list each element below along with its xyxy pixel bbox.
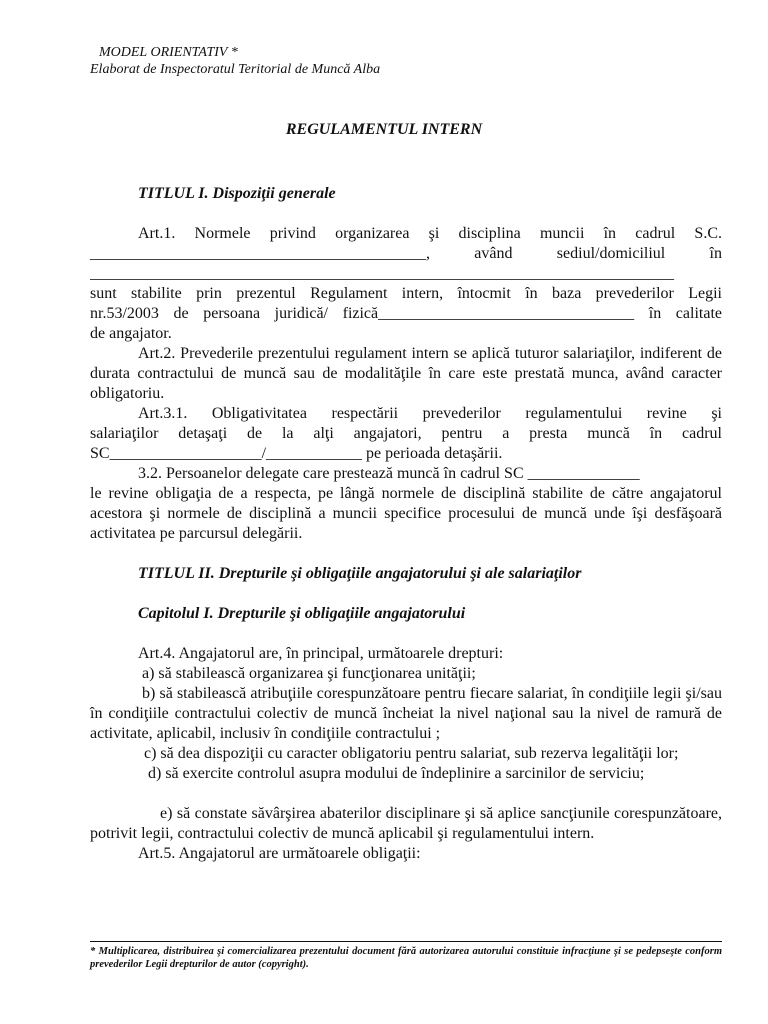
- document-title: REGULAMENTUL INTERN: [285, 121, 483, 138]
- art4-item-a: a) să stabilească organizarea şi funcţionarea unităţii;: [142, 665, 476, 682]
- art31-line: salariaţilor detaşaţi de la alţi angajatori, pentru a presta muncă în cadrul: [90, 425, 722, 442]
- art4-item-b: b) să stabilească atribuţiile corespunzătoare pentru fiecare salariat, în condiţiile legii şi/sau în condiţiile contractului colectiv de muncă încheiat la nivel naţional sau la nivel de ramură de activitate, aplicabil, inclusiv în condiţiile contractului ;: [90, 685, 722, 742]
- art4-intro: Art.4. Angajatorul are, în principal, următoarele drepturi:: [138, 645, 504, 662]
- art1-line: de angajator.: [90, 325, 172, 342]
- footnote-divider: [90, 941, 722, 942]
- art2-paragraph: Art.2. Prevederile prezentului regulament intern se aplică tuturor salariaţilor, indiferent de durata contractului de muncă sau de modalităţile în care este prestată munca, având caracter obligatoriu.: [90, 345, 722, 402]
- art4-item-c: c) să dea dispoziţii cu caracter obligatoriu pentru salariat, sub rezerva legalităţii lor;: [144, 745, 679, 762]
- art4-item-d: d) să exercite controlul asupra modului de îndeplinire a sarcinilor de serviciu;: [148, 765, 645, 782]
- art1-line: sunt stabilite prin prezentul Regulament intern, întocmit în baza prevederilor Legii: [90, 285, 722, 302]
- document-body: [90, 184, 722, 864]
- chapter-heading: Capitolul I. Drepturile şi obligaţiile angajatorului: [138, 605, 466, 622]
- document-header: [90, 44, 380, 78]
- model-label: MODEL ORIENTATIV *: [99, 45, 238, 60]
- section-heading-titlu-1: TITLUL I. Dispoziţii generale: [138, 185, 336, 202]
- art1-line: Art.1. Normele privind organizarea şi disciplina muncii în cadrul S.C.: [138, 225, 722, 242]
- section-heading-titlu-2: TITLUL II. Drepturile şi obligaţiile angajatorului şi ale salariaţilor: [138, 565, 582, 582]
- art1-line: nr.53/2003 de persoana juridică/ fizică________________________________ în calitate: [90, 305, 722, 322]
- art5-intro: Art.5. Angajatorul are următoarele obligaţii:: [138, 845, 421, 862]
- art1-line: __________________________________________, având sediul/domiciliul în: [90, 245, 722, 262]
- copyright-footnote: * Multiplicarea, distribuirea şi comercializarea prezentului document fără autorizarea autorului constituie infracţiune şi se pedepseşte conform prevederilor Legii drepturilor de autor (copyright).: [90, 946, 722, 970]
- art4-item-e: e) să constate săvârşirea abaterilor disciplinare şi să aplice sancţiunile corespunzătoare, potrivit legii, contractului colectiv de muncă aplicabil şi regulamentului intern.: [90, 805, 722, 842]
- issuer-label: Elaborat de Inspectoratul Teritorial de Muncă Alba: [90, 62, 381, 77]
- art31-line: SC___________________/____________ pe perioada detaşării.: [90, 445, 503, 462]
- art31-line: Art.3.1. Obligativitatea respectării prevederilor regulamentului revine şi: [138, 405, 722, 422]
- art32-line: 3.2. Persoanelor delegate care prestează muncă în cadrul SC ______________: [138, 465, 640, 482]
- art32-paragraph: le revine obligaţia de a respecta, pe lângă normele de disciplină stabilite de către angajatorul acestora şi normele de disciplină a muncii specifice procesului de muncă unde îşi desfăşoară activitatea pe parcursul delegării.: [90, 485, 722, 542]
- art1-line: _________________________________________________________________________: [90, 265, 674, 282]
